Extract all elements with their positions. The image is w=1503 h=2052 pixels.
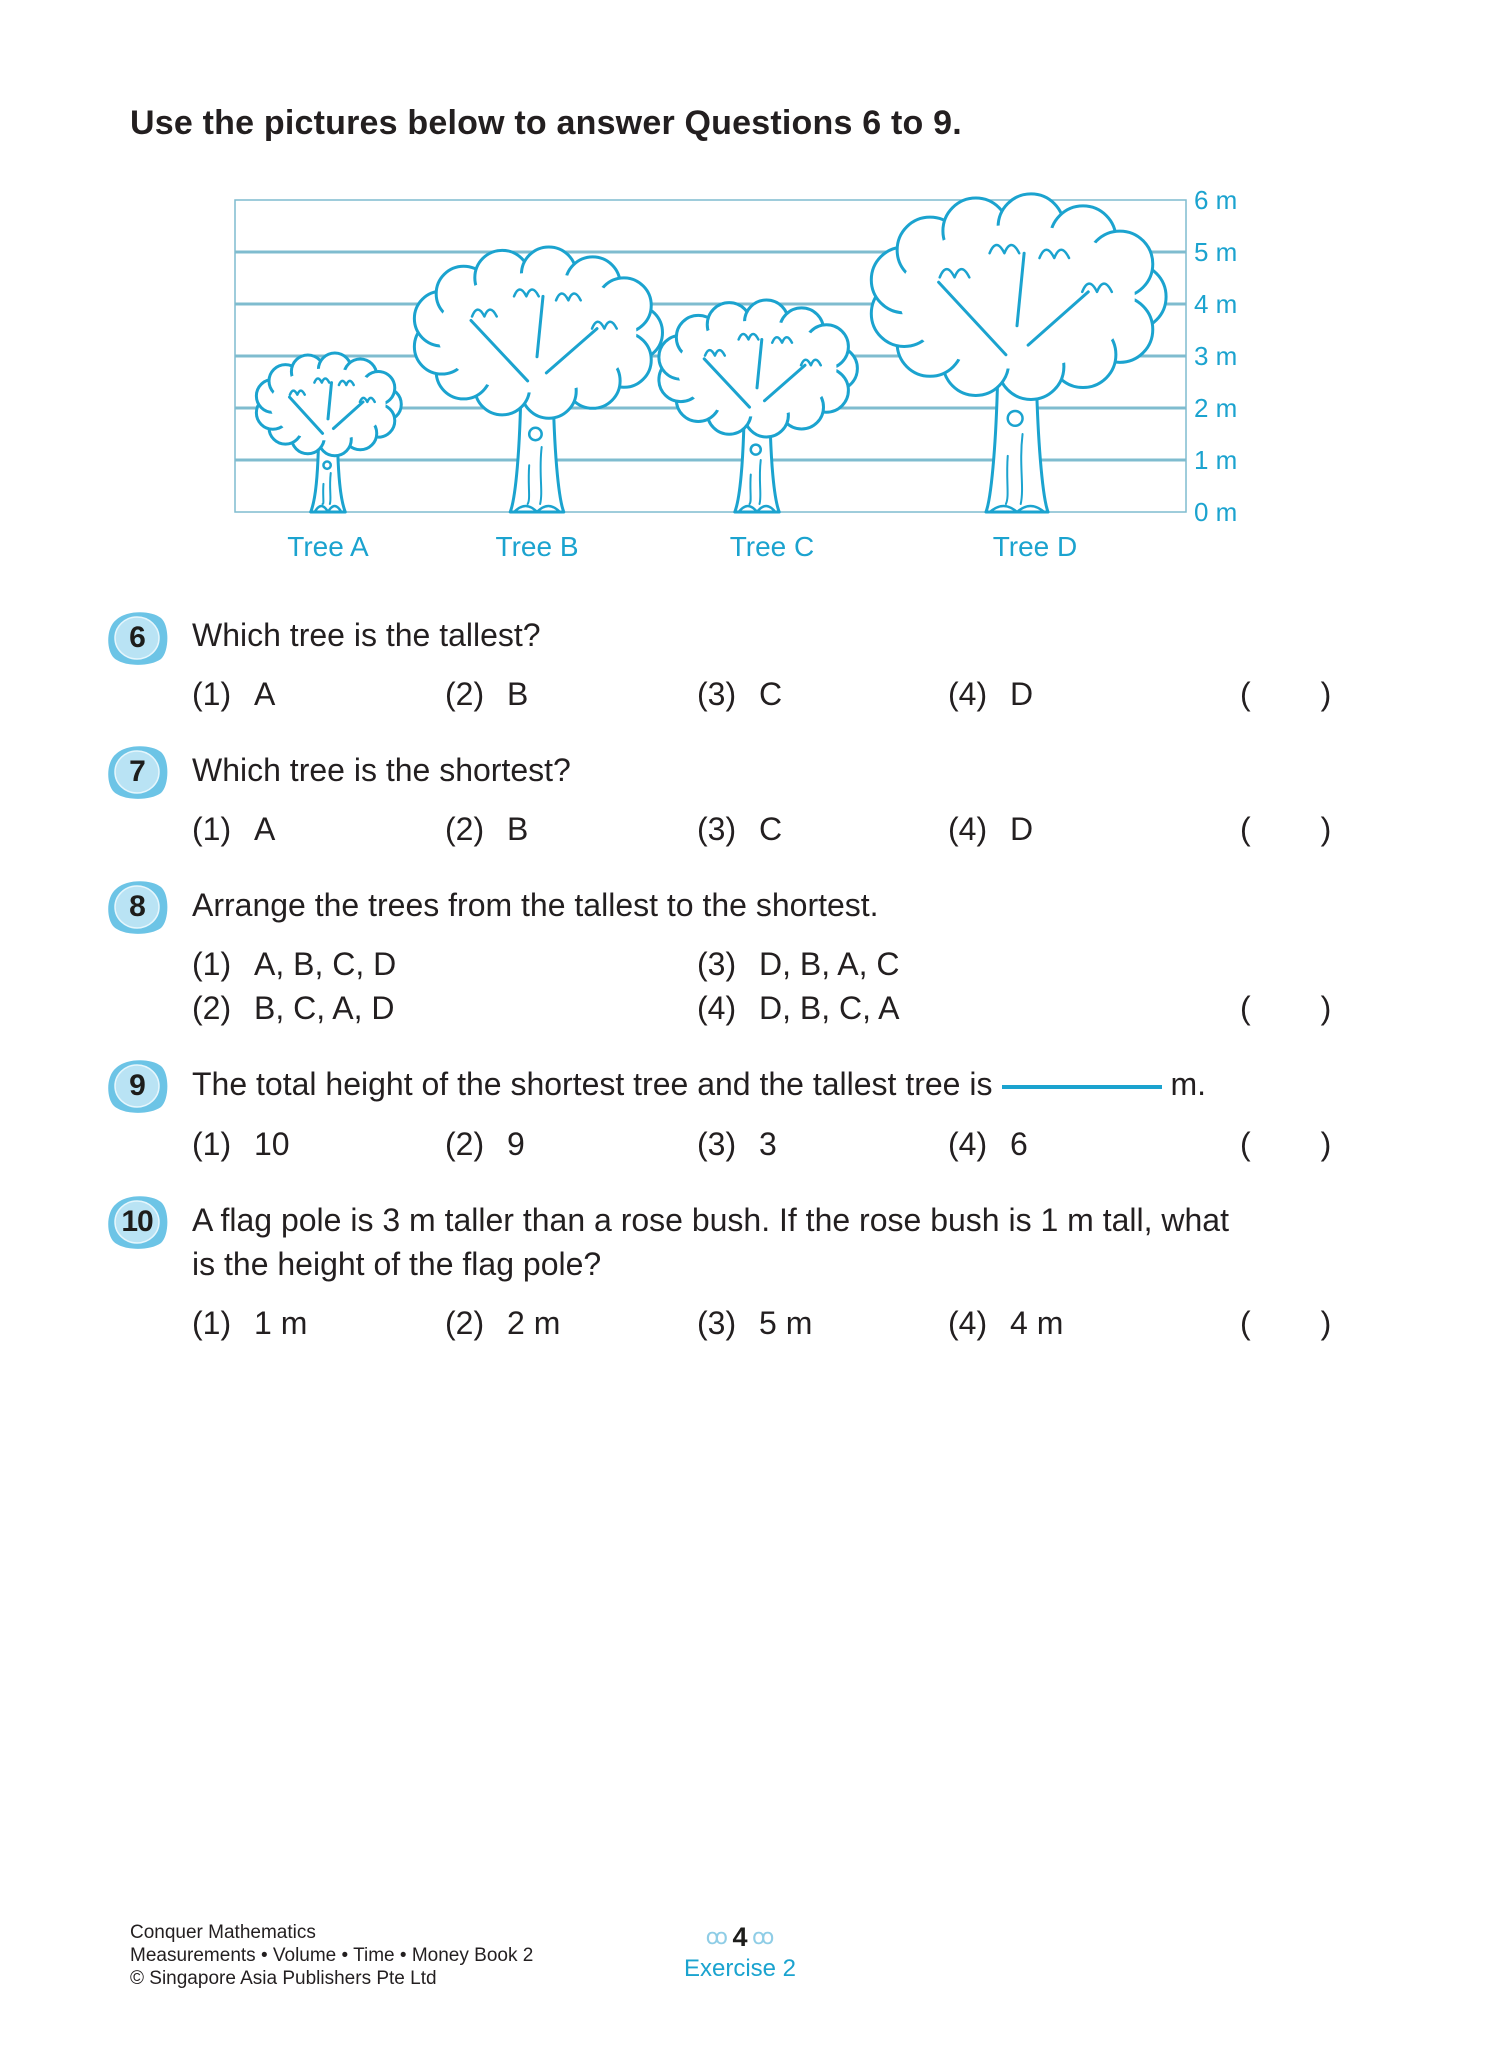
option-value: D bbox=[1010, 811, 1034, 847]
footer-book-info bbox=[130, 1921, 533, 1990]
question-6-option-4[interactable] bbox=[948, 676, 1033, 713]
question-10-option-3[interactable] bbox=[697, 1305, 812, 1342]
tree-d-icon bbox=[871, 194, 1166, 512]
option-value: B bbox=[507, 676, 529, 712]
chart-y-axis-labels bbox=[1194, 185, 1237, 527]
tree-label: Tree A bbox=[287, 531, 369, 562]
y-tick-label: 6 m bbox=[1194, 185, 1238, 215]
option-value: 10 bbox=[254, 1126, 290, 1162]
question-8-option-2[interactable] bbox=[192, 990, 394, 1027]
chart-trees bbox=[256, 194, 1166, 512]
question-9-unit: m. bbox=[1170, 1066, 1207, 1102]
bracket-close: ) bbox=[1320, 811, 1332, 847]
option-value: 1 m bbox=[254, 1305, 308, 1341]
question-7-option-4[interactable] bbox=[948, 811, 1033, 848]
question-8-answer-bracket[interactable] bbox=[1240, 990, 1331, 1027]
question-9-option-1[interactable] bbox=[192, 1126, 290, 1163]
option-number: (1) bbox=[192, 676, 232, 712]
option-value: D, B, A, C bbox=[759, 946, 900, 982]
question-number: 8 bbox=[129, 890, 145, 923]
tree-label: Tree D bbox=[992, 531, 1078, 562]
question-10-option-1[interactable] bbox=[192, 1305, 307, 1342]
question-number: 9 bbox=[129, 1069, 145, 1102]
exercise-label: Exercise 2 bbox=[683, 1955, 797, 1982]
question-7-option-2[interactable] bbox=[445, 811, 528, 848]
option-number: (3) bbox=[697, 1305, 737, 1341]
option-value: 5 m bbox=[759, 1305, 813, 1341]
bracket-close: ) bbox=[1320, 990, 1332, 1026]
bracket-close: ) bbox=[1320, 1305, 1332, 1341]
y-tick-label: 2 m bbox=[1194, 393, 1238, 423]
bracket-open: ( bbox=[1240, 990, 1251, 1026]
option-value: 3 bbox=[759, 1126, 777, 1162]
option-value: D, B, C, A bbox=[759, 990, 900, 1026]
question-8-option-1[interactable] bbox=[192, 946, 396, 983]
y-tick-label: 0 m bbox=[1194, 497, 1238, 527]
y-tick-label: 4 m bbox=[1194, 289, 1238, 319]
option-number: (2) bbox=[445, 676, 485, 712]
option-value: A, B, C, D bbox=[254, 946, 397, 982]
tree-a-icon bbox=[256, 353, 401, 512]
tree-b-icon bbox=[414, 247, 662, 512]
fill-in-blank-line[interactable] bbox=[1002, 1085, 1162, 1089]
question-10-answer-bracket[interactable] bbox=[1240, 1305, 1331, 1342]
option-value: B bbox=[507, 811, 529, 847]
question-number: 10 bbox=[121, 1205, 153, 1238]
chart-x-axis-labels bbox=[287, 531, 1077, 562]
bracket-close: ) bbox=[1320, 676, 1332, 712]
question-number-badge bbox=[106, 1194, 168, 1250]
page-number: 4 bbox=[732, 1922, 748, 1952]
option-value: B, C, A, D bbox=[254, 990, 395, 1026]
option-value: C bbox=[759, 676, 783, 712]
question-number-badge bbox=[106, 610, 168, 666]
tree-label: Tree C bbox=[729, 531, 815, 562]
question-8-option-4[interactable] bbox=[697, 990, 899, 1027]
option-value: 4 m bbox=[1010, 1305, 1064, 1341]
bracket-open: ( bbox=[1240, 1305, 1251, 1341]
bracket-open: ( bbox=[1240, 1126, 1251, 1162]
y-tick-label: 3 m bbox=[1194, 341, 1238, 371]
option-number: (1) bbox=[192, 946, 232, 982]
question-8-option-3[interactable] bbox=[697, 946, 899, 983]
question-9-answer-bracket[interactable] bbox=[1240, 1126, 1331, 1163]
option-number: (2) bbox=[192, 990, 232, 1026]
question-number: 7 bbox=[129, 755, 145, 788]
option-number: (4) bbox=[697, 990, 737, 1026]
question-7-answer-bracket[interactable] bbox=[1240, 811, 1331, 848]
tree-height-chart bbox=[0, 0, 1503, 600]
footer-book-title: Measurements • Volume • Time • Money Book 2 bbox=[130, 1945, 534, 1966]
tree-c-icon bbox=[659, 300, 857, 512]
option-value: A bbox=[254, 811, 276, 847]
option-number: (4) bbox=[948, 676, 988, 712]
question-number-badge bbox=[106, 879, 168, 935]
bracket-open: ( bbox=[1240, 811, 1251, 847]
question-9-text bbox=[192, 1066, 1206, 1103]
option-number: (2) bbox=[445, 811, 485, 847]
option-value: A bbox=[254, 676, 276, 712]
question-10-text-line-2: is the height of the flag pole? bbox=[192, 1246, 602, 1282]
swirl-ornament-left-icon: ꝏ bbox=[705, 1924, 729, 1949]
question-9-option-3[interactable] bbox=[697, 1126, 777, 1163]
option-number: (4) bbox=[948, 1126, 988, 1162]
question-number-badge bbox=[106, 744, 168, 800]
option-number: (3) bbox=[697, 946, 737, 982]
question-7-text: Which tree is the shortest? bbox=[192, 752, 571, 788]
question-6-option-3[interactable] bbox=[697, 676, 782, 713]
question-10-text-line-1: A flag pole is 3 m taller than a rose bush. If the rose bush is 1 m tall, what bbox=[192, 1202, 1229, 1238]
bracket-open: ( bbox=[1240, 676, 1251, 712]
option-number: (3) bbox=[697, 1126, 737, 1162]
option-number: (4) bbox=[948, 1305, 988, 1341]
question-8-text: Arrange the trees from the tallest to the shortest. bbox=[192, 887, 879, 923]
option-number: (3) bbox=[697, 676, 737, 712]
question-10-option-2[interactable] bbox=[445, 1305, 560, 1342]
question-6-text: Which tree is the tallest? bbox=[192, 617, 541, 653]
question-7-option-3[interactable] bbox=[697, 811, 782, 848]
question-9-option-4[interactable] bbox=[948, 1126, 1028, 1163]
option-value: D bbox=[1010, 676, 1034, 712]
option-value: 9 bbox=[507, 1126, 525, 1162]
option-number: (1) bbox=[192, 1126, 232, 1162]
instruction-heading: Use the pictures below to answer Questions 6 to 9. bbox=[130, 104, 962, 142]
question-6-option-2[interactable] bbox=[445, 676, 528, 713]
option-number: (2) bbox=[445, 1126, 485, 1162]
y-tick-label: 5 m bbox=[1194, 237, 1238, 267]
footer-copyright: © Singapore Asia Publishers Pte Ltd bbox=[130, 1968, 437, 1989]
option-number: (2) bbox=[445, 1305, 485, 1341]
question-6-option-1[interactable] bbox=[192, 676, 275, 713]
option-value: 2 m bbox=[507, 1305, 561, 1341]
swirl-ornament-right-icon: ꝏ bbox=[751, 1924, 775, 1949]
footer-series-title: Conquer Mathematics bbox=[130, 1922, 316, 1943]
option-number: (1) bbox=[192, 811, 232, 847]
question-9-option-2[interactable] bbox=[445, 1126, 525, 1163]
question-number: 6 bbox=[129, 621, 145, 654]
footer-page-info bbox=[660, 1922, 820, 1983]
option-number: (3) bbox=[697, 811, 737, 847]
question-6-answer-bracket[interactable] bbox=[1240, 676, 1331, 713]
tree-label: Tree B bbox=[495, 531, 579, 562]
y-tick-label: 1 m bbox=[1194, 445, 1238, 475]
question-10-option-4[interactable] bbox=[948, 1305, 1063, 1342]
question-7-option-1[interactable] bbox=[192, 811, 275, 848]
question-number-badge bbox=[106, 1058, 168, 1114]
question-9-text-before-blank: The total height of the shortest tree and the tallest tree is bbox=[192, 1066, 993, 1102]
option-number: (1) bbox=[192, 1305, 232, 1341]
bracket-close: ) bbox=[1320, 1126, 1332, 1162]
option-number: (4) bbox=[948, 811, 988, 847]
option-value: C bbox=[759, 811, 783, 847]
option-value: 6 bbox=[1010, 1126, 1028, 1162]
